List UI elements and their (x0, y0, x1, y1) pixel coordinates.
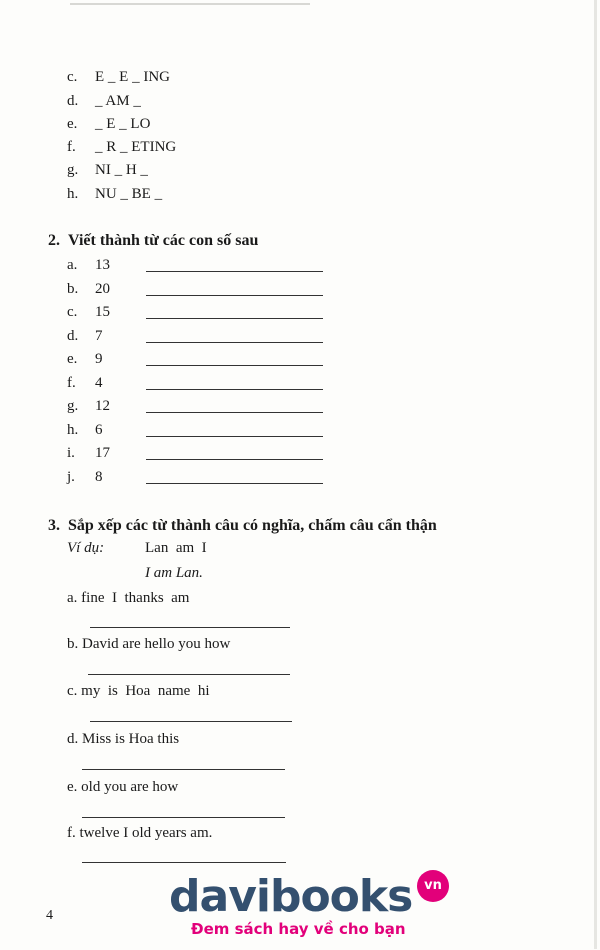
list-item (67, 92, 141, 110)
list-item (67, 350, 103, 368)
answer-line (146, 389, 323, 390)
item-text: _ AM _ (95, 93, 141, 109)
item-label: b. (67, 636, 79, 652)
example-answer: I am Lan. (145, 565, 203, 581)
item-label: e. (67, 116, 78, 132)
list-item (67, 824, 212, 842)
item-text: E _ E _ ING (95, 69, 170, 85)
answer-line (146, 271, 323, 272)
page-number: 4 (46, 908, 53, 923)
item-text: fine I thanks am (81, 590, 190, 606)
list-item (67, 280, 110, 298)
item-label: c. (67, 69, 78, 85)
answer-line (146, 318, 323, 319)
item-number: 17 (95, 445, 110, 461)
list-item (67, 256, 110, 274)
item-number: 6 (95, 422, 103, 438)
item-label: f. (67, 375, 76, 391)
item-text: my is Hoa name hi (81, 683, 210, 699)
answer-line (90, 721, 292, 722)
item-text: Miss is Hoa this (82, 731, 180, 747)
item-number: 13 (95, 257, 110, 273)
section-3-title (48, 516, 437, 536)
section-number: 3. (48, 517, 60, 534)
list-item (67, 778, 178, 796)
item-number: 15 (95, 304, 110, 320)
item-label: f. (67, 139, 76, 155)
item-number: 20 (95, 281, 110, 297)
list-item (67, 444, 110, 462)
logo-wordmark: davibooks (169, 871, 413, 922)
item-label: g. (67, 398, 79, 414)
answer-line (146, 436, 323, 437)
list-item (67, 161, 148, 179)
logo-vn-badge: vn (417, 870, 449, 902)
item-label: a. (67, 590, 78, 606)
answer-line (146, 295, 323, 296)
list-item (67, 303, 110, 321)
scan-artifact-line (70, 3, 310, 5)
item-text: old you are how (81, 779, 179, 795)
item-number: 8 (95, 469, 103, 485)
item-label: d. (67, 93, 79, 109)
item-label: j. (67, 469, 75, 485)
answer-line (146, 412, 323, 413)
item-text: David are hello you how (82, 636, 231, 652)
page-edge (594, 0, 597, 949)
item-number: 7 (95, 328, 103, 344)
item-text: twelve I old years am. (79, 825, 213, 841)
section-heading: Sắp xếp các từ thành câu có nghĩa, chấm câu cẩn thận (68, 517, 437, 534)
item-text: _ R _ ETING (95, 139, 177, 155)
answer-line (88, 674, 290, 675)
answer-line (90, 627, 290, 628)
answer-line (82, 769, 285, 770)
item-label: a. (67, 257, 78, 273)
item-label: d. (67, 731, 79, 747)
list-item (67, 68, 170, 86)
list-item (67, 730, 179, 748)
list-item (67, 421, 103, 439)
item-text: NU _ BE _ (95, 186, 163, 202)
list-item (67, 185, 162, 203)
item-label: e. (67, 779, 78, 795)
answer-line (146, 483, 323, 484)
item-number: 9 (95, 351, 103, 367)
item-label: b. (67, 281, 79, 297)
item-label: h. (67, 186, 79, 202)
item-label: c. (67, 683, 78, 699)
example-words: Lan am I (145, 540, 207, 556)
answer-line (146, 365, 323, 366)
list-item (67, 589, 189, 607)
answer-line (82, 862, 286, 863)
section-heading: Viết thành từ các con số sau (68, 232, 259, 249)
list-item (67, 374, 103, 392)
item-label: i. (67, 445, 75, 461)
item-label: g. (67, 162, 79, 178)
answer-line (146, 459, 323, 460)
list-item (67, 635, 230, 653)
item-number: 12 (95, 398, 110, 414)
item-number: 4 (95, 375, 103, 391)
list-item (67, 682, 210, 700)
item-text: _ E _ LO (95, 116, 151, 132)
item-label: h. (67, 422, 79, 438)
item-label: d. (67, 328, 79, 344)
davibooks-logo (165, 870, 465, 950)
list-item (67, 115, 150, 133)
section-number: 2. (48, 232, 60, 249)
item-label: e. (67, 351, 78, 367)
item-label: f. (67, 825, 76, 841)
list-item (67, 138, 176, 156)
example-label: Ví dụ: (67, 540, 105, 556)
list-item (67, 468, 103, 486)
list-item (67, 397, 110, 415)
answer-line (82, 817, 285, 818)
item-label: c. (67, 304, 78, 320)
list-item (67, 327, 103, 345)
answer-line (146, 342, 323, 343)
item-text: NI _ H _ (95, 162, 148, 178)
logo-tagline: Đem sách hay về cho bạn (191, 920, 406, 938)
section-2-title (48, 231, 258, 251)
